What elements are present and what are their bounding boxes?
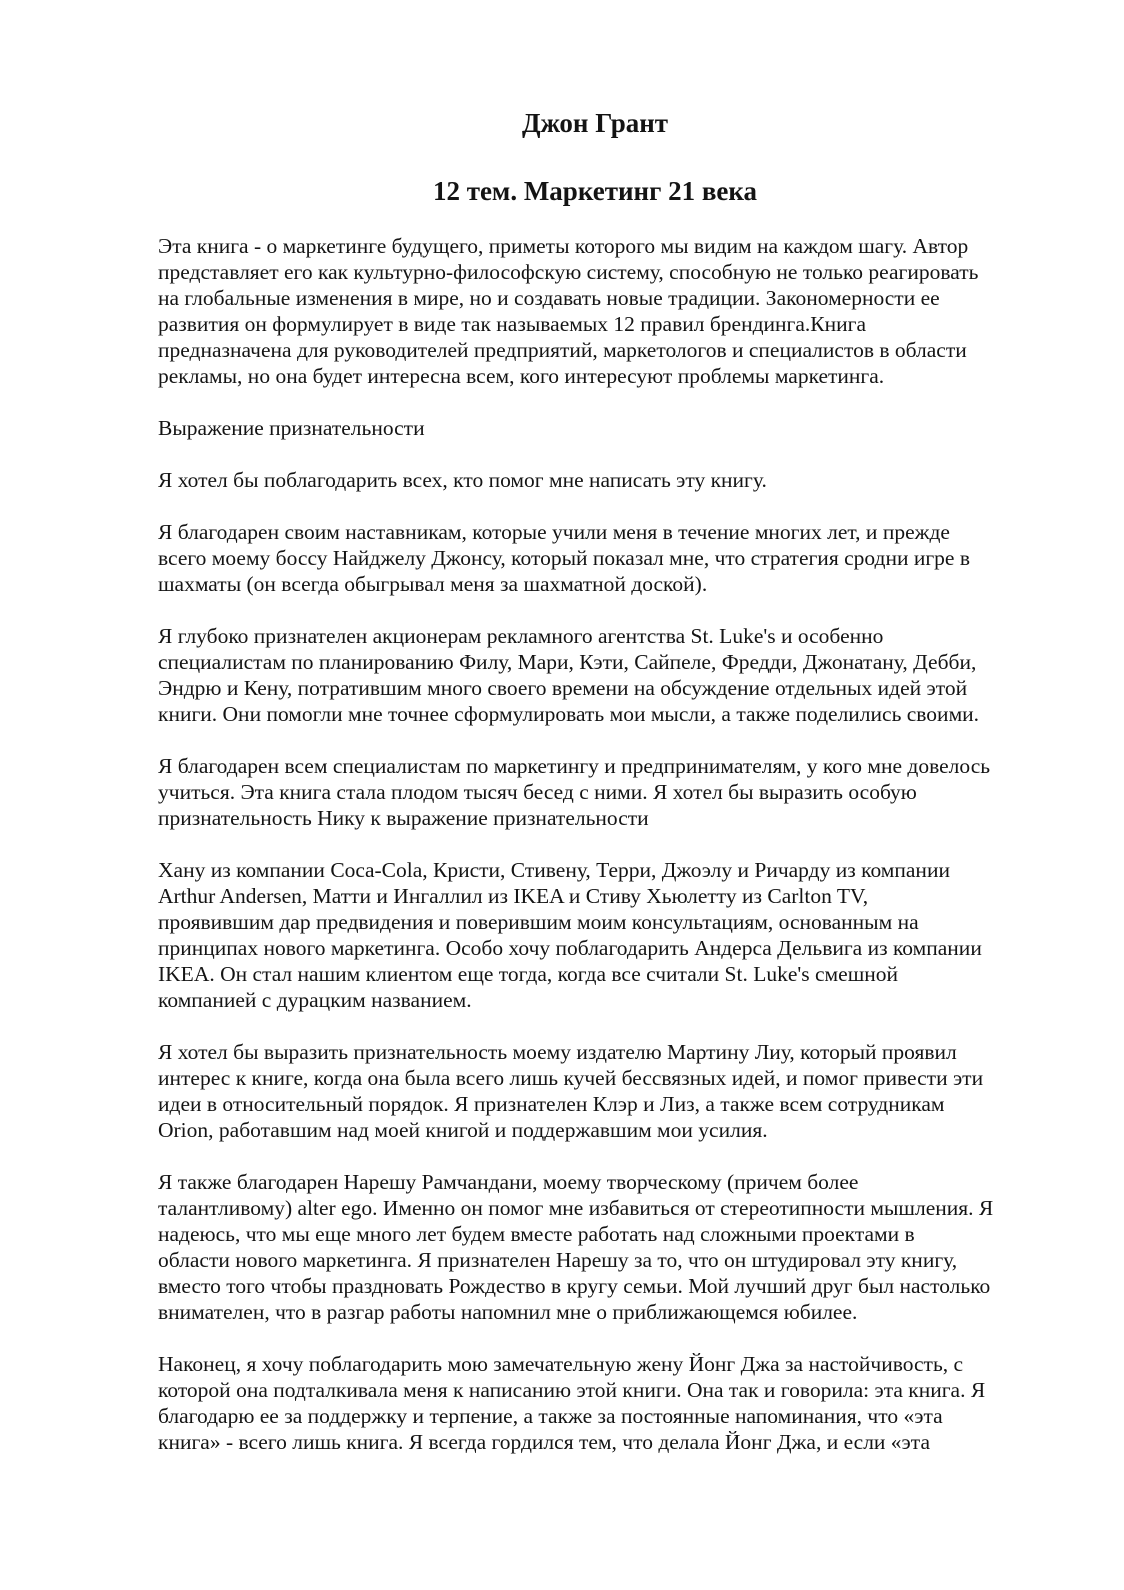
- text-line: интерес к книге, когда она была всего лишь кучей бессвязных идей, и помог привести эти: [158, 1066, 984, 1090]
- text-line: Эндрю и Кену, потратившим много своего времени на обсуждение отдельных идей этой: [158, 676, 968, 700]
- paragraph: [158, 519, 1048, 597]
- paragraph: [158, 753, 1048, 831]
- text-line: предназначена для руководителей предприятий, маркетологов и специалистов в области: [158, 338, 967, 362]
- text-line: благодарю ее за поддержку и терпение, а также за постоянные напоминания, что «эта: [158, 1404, 943, 1428]
- text-line: Эта книга - о маркетинге будущего, приметы которого мы видим на каждом шагу. Автор: [158, 234, 969, 258]
- text-line: рекламы, но она будет интересна всем, кого интересуют проблемы маркетинга.: [158, 364, 885, 388]
- text-line: книги. Они помогли мне точнее сформулировать мои мысли, а также поделились своими.: [158, 702, 980, 726]
- text-line: талантливому) alter ego. Именно он помог мне избавиться от стереотипности мышления. Я: [158, 1196, 994, 1220]
- text-line: Наконец, я хочу поблагодарить мою замечательную жену Йонг Джа за настойчивость, с: [158, 1352, 964, 1376]
- paragraph: [158, 467, 1048, 493]
- text-line: Хану из компании Coca-Cola, Кристи, Стивену, Терри, Джоэлу и Ричарду из компании: [158, 858, 950, 882]
- text-line: компанией с дурацким названием.: [158, 988, 472, 1012]
- text-line: развития он формулирует в виде так называемых 12 правил брендинга.Книга: [158, 312, 866, 336]
- text-line: Я глубоко признателен акционерам рекламного агентства St. Luke's и особенно: [158, 624, 884, 648]
- text-line: проявившим дар предвидения и поверившим моим консультациям, основанным на: [158, 910, 919, 934]
- text-line: на глобальные изменения в мире, но и создавать новые традиции. Закономерности ее: [158, 286, 940, 310]
- paragraph: [158, 415, 1048, 441]
- text-line: принципах нового маркетинга. Особо хочу поблагодарить Андерса Дельвига из компании: [158, 936, 982, 960]
- text-line: книга» - всего лишь книга. Я всегда гордился тем, что делала Йонг Джа, и если «эта: [158, 1430, 930, 1454]
- text-line: признательность Нику к выражение признательности: [158, 806, 649, 830]
- text-line: Orion, работавшим над моей книгой и поддержавшим мои усилия.: [158, 1118, 768, 1142]
- text-line: специалистам по планированию Филу, Мари, Кэти, Сайпеле, Фредди, Джонатану, Дебби,: [158, 650, 977, 674]
- book-title: 12 тем. Маркетинг 21 века: [432, 176, 758, 206]
- text-line: представляет его как культурно-философскую систему, способную не только реагировать: [158, 260, 979, 284]
- text-line: вместо того чтобы праздновать Рождество в кругу семьи. Мой лучший друг был настолько: [158, 1274, 991, 1298]
- text-line: Я хотел бы поблагодарить всех, кто помог мне написать эту книгу.: [158, 468, 767, 492]
- text-line: Я также благодарен Нарешу Рамчандани, моему творческому (причем более: [158, 1170, 859, 1194]
- paragraph: [158, 1351, 1048, 1455]
- paragraph: [158, 233, 1048, 389]
- text-line: учиться. Эта книга стала плодом тысяч бесед с ними. Я хотел бы выразить особую: [158, 780, 917, 804]
- paragraph: [158, 1039, 1048, 1143]
- text-line: которой она подталкивала меня к написанию этой книги. Она так и говорила: эта книга. Я: [158, 1378, 986, 1402]
- document-body: [158, 233, 1048, 1481]
- text-line: Я благодарен всем специалистам по маркетингу и предпринимателям, у кого мне довелось: [158, 754, 991, 778]
- text-line: Я хотел бы выразить признательность моему издателю Мартину Лиу, который проявил: [158, 1040, 957, 1064]
- text-line: Я благодарен своим наставникам, которые учили меня в течение многих лет, и прежде: [158, 520, 950, 544]
- paragraph: [158, 857, 1048, 1013]
- text-line: идеи в относительный порядок. Я признателен Клэр и Лиз, а также всем сотрудникам: [158, 1092, 945, 1116]
- text-line: Arthur Andersen, Матти и Ингаллил из IKEA и Стиву Хьюлетту из Carlton TV,: [158, 884, 869, 908]
- paragraph: [158, 623, 1048, 727]
- paragraph: [158, 1169, 1048, 1325]
- text-line: внимателен, что в разгар работы напомнил мне о приближающемся юбилее.: [158, 1300, 858, 1324]
- text-line: надеюсь, что мы еще много лет будем вместе работать над сложными проектами в: [158, 1222, 915, 1246]
- text-line: шахматы (он всегда обыгрывал меня за шахматной доской).: [158, 572, 708, 596]
- text-line: области нового маркетинга. Я признателен Нарешу за то, что он штудировал эту книгу,: [158, 1248, 958, 1272]
- text-line: IKEA. Он стал нашим клиентом еще тогда, когда все считали St. Luke's смешной: [158, 962, 899, 986]
- book-author: Джон Грант: [521, 108, 669, 138]
- text-line: всего моему боссу Найджелу Джонсу, который показал мне, что стратегия сродни игре в: [158, 546, 970, 570]
- text-line: Выражение признательности: [158, 416, 425, 440]
